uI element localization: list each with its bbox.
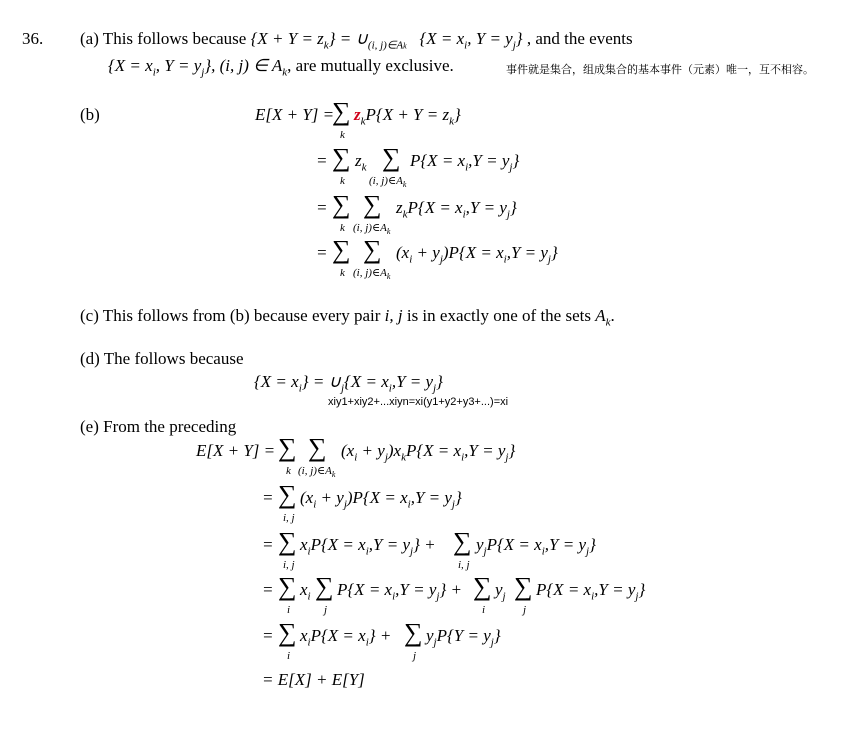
x-i: $x_i$ [300,580,311,603]
sum-symbol: ∑ [278,572,297,601]
sum-symbol: ∑ [514,572,533,601]
sum-index-j: j [324,604,328,616]
part-b-row2: $P\{X = x_i,Y = y_j\}$ [410,151,520,174]
sum-index-j: j [413,650,417,662]
sum-index-ij: i, j [283,559,295,571]
sum-symbol: ∑ [278,527,297,556]
sum-index-i: i [482,604,486,616]
sum-index-set: (i, $j)\in A_k$ [353,267,391,282]
part-b-row3: $z_kP\{X = x_i,Y = y_j\}$ [396,198,517,221]
part-b-label: (b) [80,105,100,124]
sum-index-set: (i, $j)\in A_k$ [298,465,336,480]
set-A-k: $A_k$ [595,306,611,329]
sum-index-i: i [287,604,291,616]
part-b-row1: $z_kP\{X + Y = z_k\}$ [354,105,461,128]
sum-index-k: k [340,267,345,279]
sum-symbol: ∑ [278,480,297,509]
part-a-line2-end: , are mutually exclusive. [287,56,454,75]
part-e-row4-left: $P\{X = x_i,Y = y_j\}$ + [337,580,462,603]
part-e-row1: $(x_i + y_j)x_kP\{X = x_i,Y = y_j\}$ [341,441,516,464]
sum-index-ij: i, j [458,559,470,571]
sum-symbol: ∑ [278,433,297,462]
equals-sign: = [262,488,274,507]
part-e-lhs: E[X + Y] = [196,441,276,460]
equals-sign: = [316,151,328,170]
chinese-annotation: 事件就是集合，组成集合的基本事件（元素）唯一，互不相容。 [506,63,814,76]
sum-index-k: k [340,175,345,187]
sum-symbol: ∑ [363,235,382,264]
part-e-row3-left: $x_iP\{X = x_i,Y = y_j\}$ + [300,535,436,558]
sum-symbol: ∑ [382,143,401,172]
sum-symbol: ∑ [404,618,423,647]
part-d-text: (d) The follows because [80,349,244,368]
sum-index-i: i [287,650,291,662]
equals-sign: = [316,198,328,217]
sum-index-ij: i, j [283,512,295,524]
sum-symbol: ∑ [453,527,472,556]
part-c: (c) This follows from (b) because every pair i, j is in exactly one of the sets $A_k$. [80,306,615,329]
sum-symbol: ∑ [308,433,327,462]
sum-symbol: ∑ [363,190,382,219]
part-b-lhs: E[X + Y] = [255,105,335,124]
sum-index-set: (i, $j)\in A_k$ [353,222,391,237]
equals-sign: = [262,580,274,599]
z-k: $z_k$ [355,151,367,174]
part-e-row5-left: $x_iP\{X = x_i\}$ + [300,626,392,649]
sum-index-k: k [286,465,291,477]
part-a-text: (a) This follows because [80,29,247,48]
sum-symbol: ∑ [332,235,351,264]
part-e-row3-right: $y_jP\{X = x_i,Y = y_j\}$ [476,535,596,558]
sum-index-j: j [523,604,527,616]
sum-symbol: ∑ [332,190,351,219]
y-j: $y_j$ [495,580,506,603]
sum-symbol: ∑ [278,618,297,647]
part-a-math-2: {$X = x_i$, $Y = y_j$}, (i, j) ∈ $A_k$ [108,56,288,79]
equals-sign: = [262,535,274,554]
part-a-line1 [80,30,633,51]
sum-index-k: k [340,222,345,234]
part-e-row4-right: $P\{X = x_i,Y = y_j\}$ [536,580,646,603]
part-e-final: = E[X] + E[Y] [262,670,365,689]
part-d-formula: $\{X = x_i\}$ = $\cup_j\{X = x_i,Y = y_j\}$ [254,372,443,395]
part-e-row2: $(x_i + y_j)P\{X = x_i,Y = y_j\}$ [300,488,462,511]
problem-number: 36. [22,29,44,48]
part-a-end: , and the events [526,29,633,48]
part-e-text: (e) From the preceding [80,417,237,436]
sum-symbol: ∑ [332,143,351,172]
sum-symbol: ∑ [315,572,334,601]
part-d-handwritten-note: xiy1+xiy2+...xiyn=xi(y1+y2+y3+...)=xi [328,396,509,408]
red-correction-mark: z [354,105,361,124]
equals-sign: = [316,243,328,262]
part-e-row5-right: $y_jP\{Y = y_j\}$ [426,626,501,649]
sum-index-k: k [340,129,345,141]
equals-sign: = [262,626,274,645]
sum-index-set: (i, $j)\in A_k$ [369,175,407,190]
part-a-line2 [108,57,454,78]
part-b-row4: $(x_i + y_j)P\{X = x_i,Y = y_j\}$ [396,243,558,266]
part-a-math-1: $\{X + Y = z_k\}$ = $\cup_{(i, j)\in Ak}$ {$X = x_i$, $Y = y_j$} [250,29,523,52]
sum-symbol: ∑ [473,572,492,601]
sum-symbol: ∑ [332,97,351,126]
